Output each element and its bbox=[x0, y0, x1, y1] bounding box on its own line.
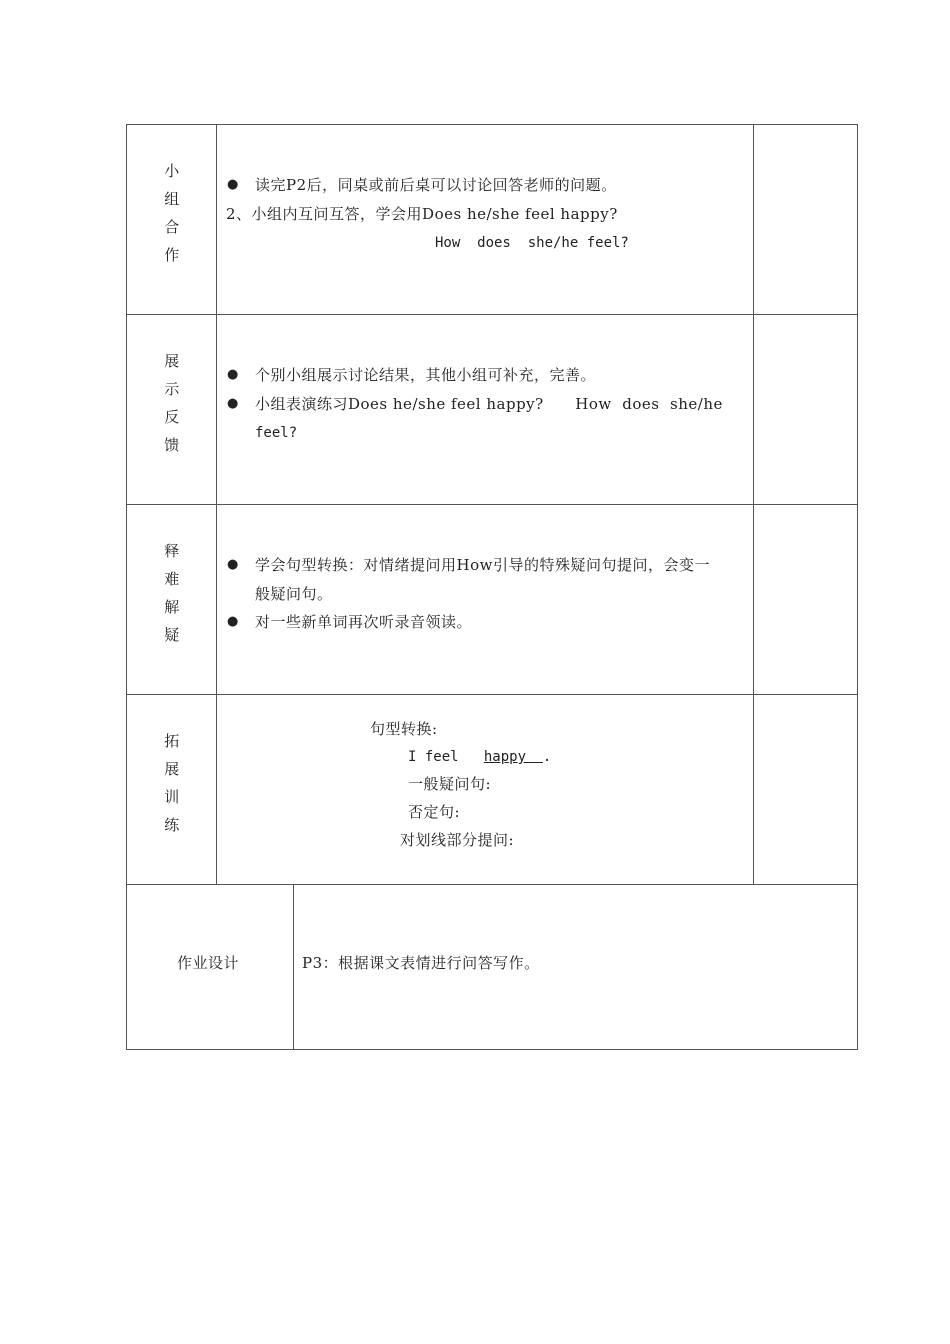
column-divider-notes bbox=[753, 124, 754, 884]
row-divider-3 bbox=[126, 694, 858, 695]
exercise-question-underlined: 对划线部分提问: bbox=[400, 831, 515, 849]
exercise-general-question: 一般疑问句: bbox=[408, 775, 492, 793]
row3-line1: 学会句型转换：对情绪提问用How引导的特殊疑问句提问，会变一 bbox=[255, 556, 710, 574]
row3-line2: 般疑问句。 bbox=[255, 585, 333, 603]
exercise-negative: 否定句: bbox=[408, 803, 461, 821]
table-border-top bbox=[126, 124, 858, 125]
row2-line3: feel? bbox=[255, 425, 298, 441]
row1-line2: 2、小组内互问互答，学会用Does he/she feel happy? bbox=[226, 205, 618, 223]
row2-line2: 小组表演练习Does he/she feel happy? How does she/he bbox=[255, 395, 723, 413]
row1-line1: 读完P2后，同桌或前后桌可以讨论回答老师的问题。 bbox=[255, 176, 617, 194]
bullet-icon: ● bbox=[227, 177, 239, 192]
row-divider-4 bbox=[126, 884, 858, 885]
row-divider-2 bbox=[126, 504, 858, 505]
row1-line3: How does she/he feel? bbox=[435, 235, 629, 251]
bullet-icon: ● bbox=[227, 557, 239, 572]
table-border-bottom bbox=[126, 1049, 858, 1050]
exercise-heading: 句型转换: bbox=[370, 720, 438, 738]
bullet-icon: ● bbox=[227, 367, 239, 382]
underlined-word: happy bbox=[483, 749, 543, 765]
bullet-icon: ● bbox=[227, 396, 239, 411]
row-label-presentation: 展 示 反 馈 bbox=[164, 352, 180, 454]
homework-label: 作业设计 bbox=[177, 954, 240, 972]
row3-line3: 对一些新单词再次听录音领读。 bbox=[255, 613, 473, 631]
row-label-difficulties: 释 难 解 疑 bbox=[164, 542, 180, 644]
bullet-icon: ● bbox=[227, 614, 239, 629]
column-divider-homework bbox=[293, 884, 294, 1049]
row-divider-1 bbox=[126, 314, 858, 315]
homework-content: P3：根据课文表情进行问答写作。 bbox=[302, 954, 540, 972]
row2-line1: 个别小组展示讨论结果，其他小组可补充，完善。 bbox=[255, 366, 597, 384]
sentence-start: I feel bbox=[408, 749, 459, 765]
sentence-end: . bbox=[542, 749, 552, 765]
row-label-group-work: 小 组 合 作 bbox=[164, 162, 180, 264]
exercise-sentence bbox=[408, 748, 551, 766]
table-border-right bbox=[857, 124, 858, 1050]
row-label-extension: 拓 展 训 练 bbox=[164, 732, 180, 834]
